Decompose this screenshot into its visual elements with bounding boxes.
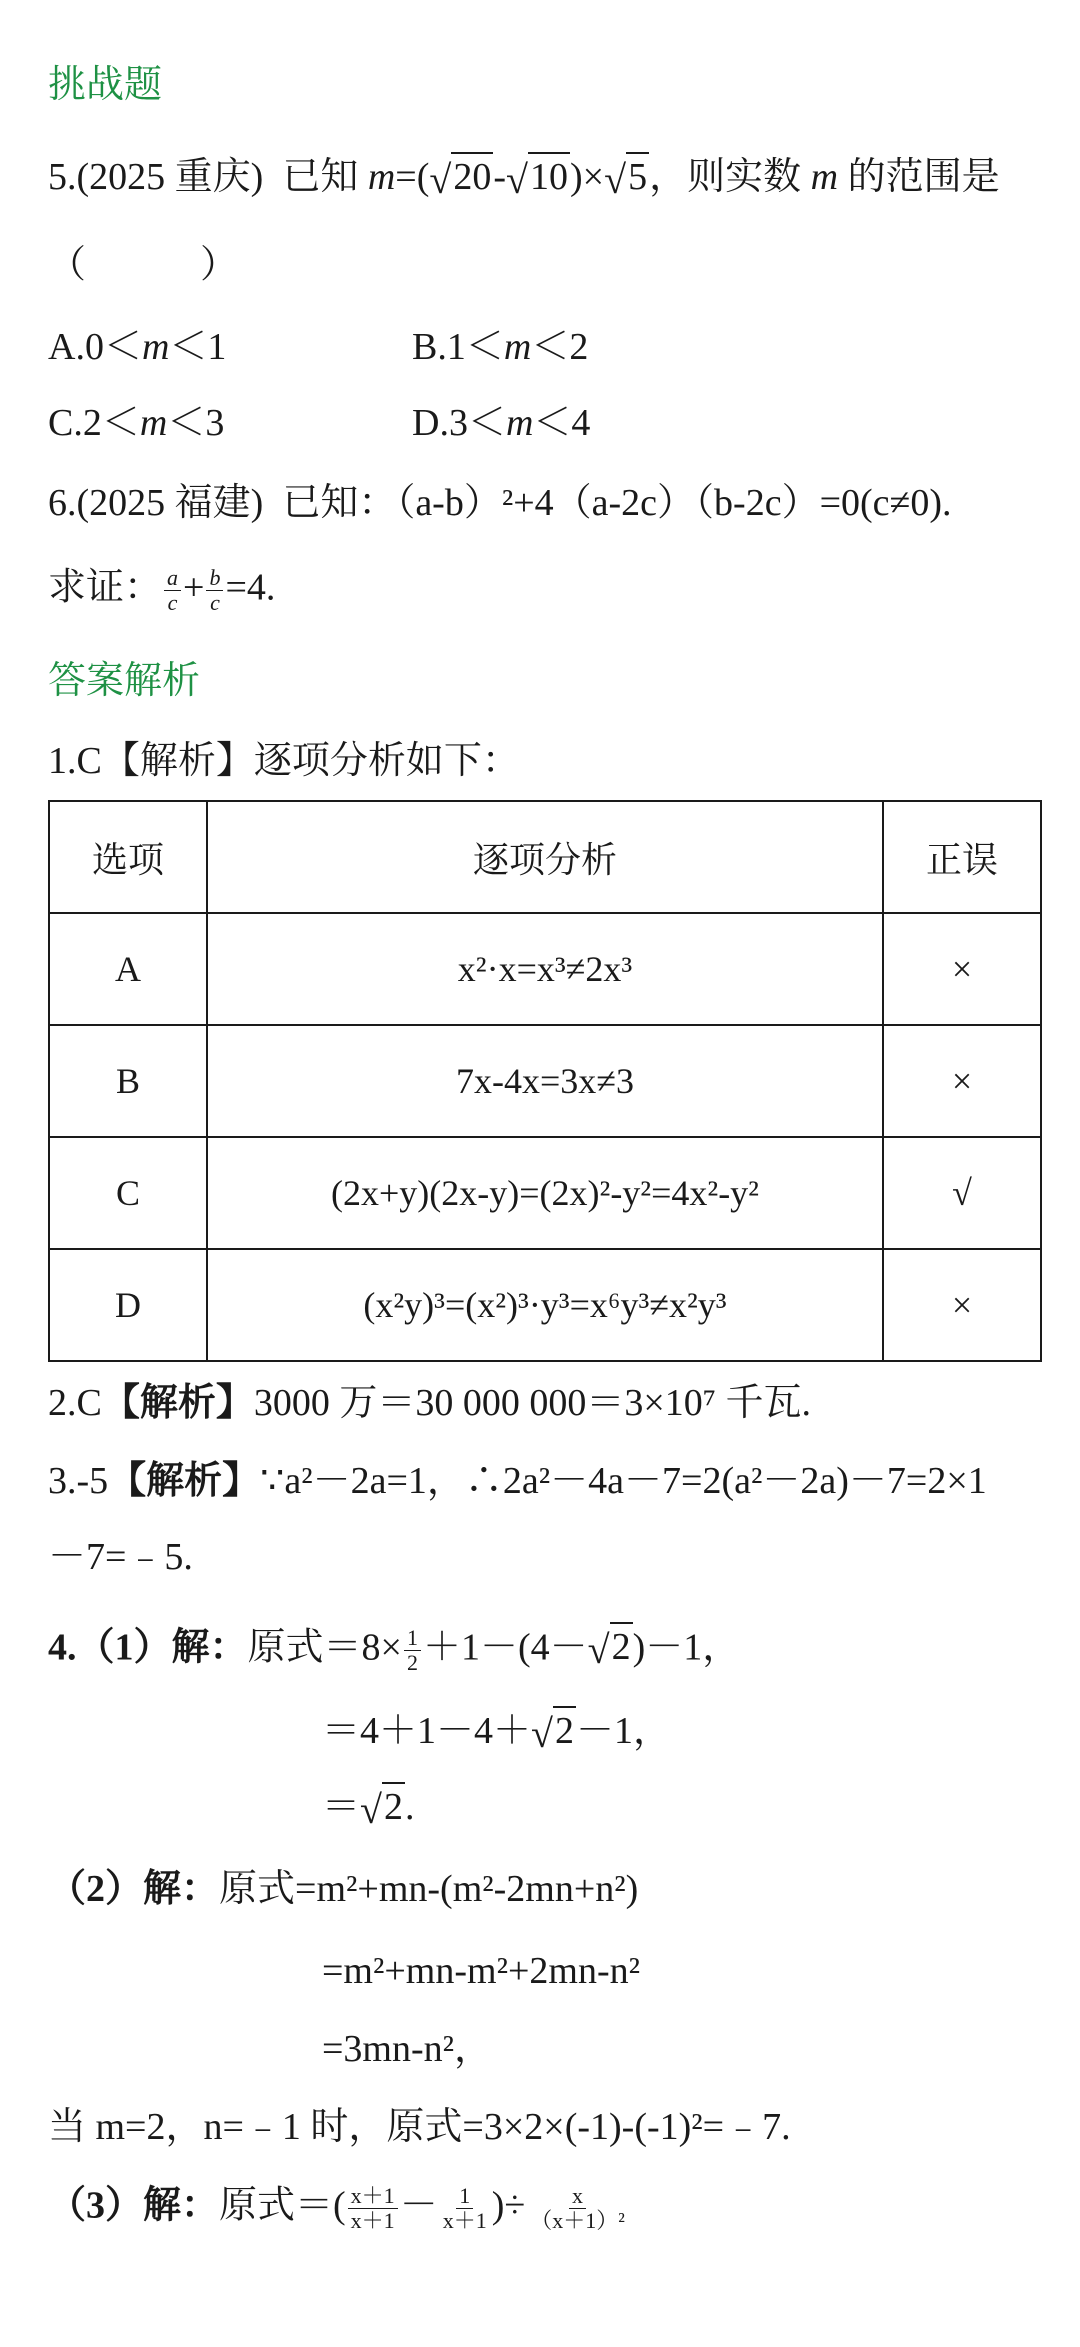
table-cell-analysis: 7x-4x=3x≠3 <box>207 1025 883 1137</box>
q5-source: (2025 重庆) <box>76 156 264 198</box>
table-cell-analysis: (2x+y)(2x-y)=(2x)²-y²=4x²-y² <box>207 1137 883 1249</box>
a2-text: 3000 万＝30 000 000＝3×10⁷ 千瓦. <box>253 1382 812 1424</box>
q5-var-m2: m <box>810 156 839 198</box>
table-cell-verdict: × <box>883 1025 1041 1137</box>
section-heading-challenge: 挑战题 <box>48 64 163 106</box>
q5-answer-paren: （ ） <box>48 244 239 286</box>
table-cell-option: C <box>49 1137 207 1249</box>
fraction-a-over-c: $\frac{a}{c}$ <box>164 566 181 615</box>
table-cell-option: A <box>49 913 207 1025</box>
table-cell-option: B <box>49 1025 207 1137</box>
sqrt-2: √ 2 <box>360 1788 405 1826</box>
table-header-row <box>49 801 1041 913</box>
answer-4-part1-line3: ＝ √ 2. <box>322 1788 415 1826</box>
table-cell-analysis: x²·x=x³≠2x³ <box>207 913 883 1025</box>
answer-4-part2-line3: =3mn-n²， <box>322 2028 493 2070</box>
q5-stem-a: 已知 <box>282 156 368 198</box>
answer-4-part1-line2: ＝4＋1－4＋ √ 2－1， <box>322 1712 671 1750</box>
a4-p3-label: （3）解： <box>48 2184 220 2227</box>
q6-prove <box>48 566 275 615</box>
answer-2 <box>48 1384 811 1422</box>
a1-text: 逐项分析如下： <box>253 740 520 782</box>
a4-p2-label: （2）解： <box>48 1868 220 1910</box>
table-row <box>49 1025 1041 1137</box>
table-cell-analysis: (x²y)³=(x²)³·y³=x⁶y³≠x²y³ <box>207 1249 883 1361</box>
q5-option-a: A.0＜m＜1 <box>48 326 227 368</box>
table-cell-verdict: × <box>883 1249 1041 1361</box>
answer-4-part1-line1: 4.（1）解：原式＝8× $\frac{1}{2}$ ＋1－(4－ √ 2)－1， <box>48 1626 740 1675</box>
table-row <box>49 1249 1041 1361</box>
q5-stem-c: 的范围是 <box>838 156 1000 198</box>
a4-p1-label: 4.（1）解： <box>48 1626 248 1669</box>
answer-4-part2-line4: 当 m=2，n=﹣1 时，原式=3×2×(-1)-(-1)²=﹣7. <box>48 2106 791 2148</box>
a3-tag: 【解析】 <box>108 1460 261 1502</box>
table-header-option: 选项 <box>49 801 207 913</box>
table-cell-option: D <box>49 1249 207 1361</box>
sqrt-2: √ 2 <box>588 1628 633 1666</box>
q6-condition: 已知：（a-b）²+4（a-2c）（b-2c）=0(c≠0). <box>282 482 952 524</box>
table-header-analysis: 逐项分析 <box>207 801 883 913</box>
q5-eq: =( <box>395 156 430 198</box>
fraction-one-half: $\frac{1}{2}$ <box>404 1626 421 1675</box>
q6-plus: + <box>183 566 205 609</box>
q6-source: (2025 福建) <box>76 482 264 524</box>
sqrt-20: √ 20 <box>429 158 493 196</box>
analysis-table <box>48 800 1042 1362</box>
answer-4-part3-line1: （3）解：原式＝( $\frac{x+1}{x+1}$ － $\frac{1}{x+1}$ )÷ $\frac{x}{\text{（x＋1）²}}$ <box>48 2184 630 2233</box>
sqrt-2: √ 2 <box>531 1712 576 1750</box>
a3-label: 3.-5 <box>48 1460 109 1502</box>
q5-var-m: m <box>367 156 396 198</box>
a3-text: ∵a²－2a=1，∴2a²－4a－7=2(a²－2a)－7=2×1 <box>260 1460 987 1502</box>
q5-option-b: B.1＜m＜2 <box>412 326 589 368</box>
q5-stem-b: ，则实数 <box>649 156 811 198</box>
table-header-verdict: 正误 <box>883 801 1041 913</box>
fraction-b-over-c: $\frac{b}{c}$ <box>206 566 223 615</box>
table-cell-verdict: × <box>883 913 1041 1025</box>
fraction-x1-over-x1: $\frac{x+1}{x+1}$ <box>348 2184 398 2233</box>
section-heading-answers: 答案解析 <box>48 660 201 702</box>
answer-4-part2-line1: （2）解：原式=m²+mn-(m²-2mn+n²) <box>48 1868 639 1910</box>
q6-result: =4. <box>225 566 276 609</box>
q5-number: 5. <box>48 156 77 198</box>
answer-1-intro <box>48 742 520 780</box>
answer-4-part2-line2: =m²+mn-m²+2mn-n² <box>322 1950 641 1992</box>
q5-close-times: )× <box>570 156 605 198</box>
sqrt-10: √ 10 <box>506 158 570 196</box>
sqrt-5: √ 5 <box>604 158 649 196</box>
q5-option-c: C.2＜m＜3 <box>48 402 225 444</box>
a1-tag: 【解析】 <box>101 740 254 782</box>
fraction-1-over-x1: $\frac{1}{x+1}$ <box>442 2183 487 2234</box>
fraction-x-over-x1-squared: $\frac{x}{\text{（x＋1）²}}$ <box>530 2183 625 2234</box>
a2-label: 2.C <box>48 1382 102 1424</box>
table-row <box>49 1137 1041 1249</box>
q5-minus: - <box>493 156 507 198</box>
question-5-stem <box>48 156 1000 202</box>
q6-number: 6. <box>48 482 77 524</box>
a2-tag: 【解析】 <box>101 1382 254 1424</box>
a1-label: 1.C <box>48 740 102 782</box>
table-cell-verdict: √ <box>883 1137 1041 1249</box>
answer-3-line1 <box>48 1462 987 1500</box>
table-row <box>49 913 1041 1025</box>
q6-prove-label: 求证： <box>48 566 163 609</box>
question-6-stem <box>48 484 952 522</box>
q5-option-d: D.3＜m＜4 <box>412 402 591 444</box>
answer-3-line2: －7=﹣5. <box>48 1536 193 1578</box>
